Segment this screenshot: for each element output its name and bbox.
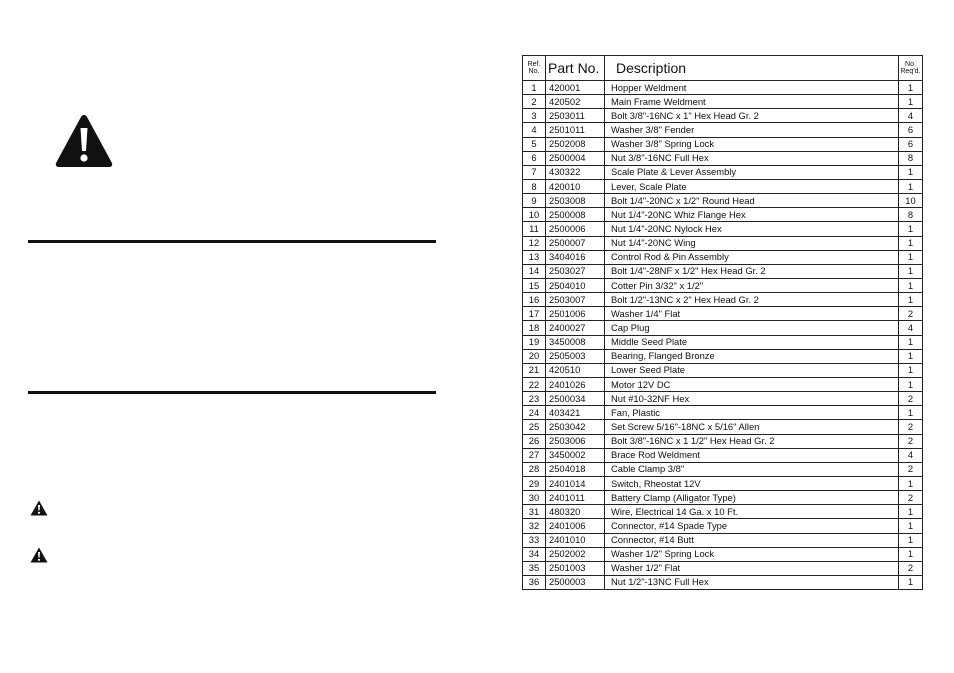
description-cell: Bolt 1/4"-20NC x 1/2" Round Head bbox=[605, 194, 899, 208]
ref-no-cell: 6 bbox=[523, 151, 546, 165]
part-no-cell: 2400027 bbox=[546, 321, 605, 335]
part-no-cell: 2401010 bbox=[546, 533, 605, 547]
qty-required-cell: 1 bbox=[899, 505, 923, 519]
table-row bbox=[523, 462, 923, 476]
part-no-cell: 3450008 bbox=[546, 335, 605, 349]
table-row bbox=[523, 250, 923, 264]
table-row bbox=[523, 307, 923, 321]
description-cell: Washer 1/4" Flat bbox=[605, 307, 899, 321]
table-row bbox=[523, 434, 923, 448]
table-row bbox=[523, 448, 923, 462]
part-no-cell: 420510 bbox=[546, 363, 605, 377]
ref-no-cell: 13 bbox=[523, 250, 546, 264]
part-no-cell: 3450002 bbox=[546, 448, 605, 462]
description-header: Description bbox=[605, 56, 899, 81]
qty-required-cell: 1 bbox=[899, 293, 923, 307]
qty-required-cell: 4 bbox=[899, 321, 923, 335]
ref-no-cell: 28 bbox=[523, 462, 546, 476]
description-cell: Hopper Weldment bbox=[605, 81, 899, 95]
table-row bbox=[523, 179, 923, 193]
qty-required-cell: 4 bbox=[899, 448, 923, 462]
ref-no-cell: 27 bbox=[523, 448, 546, 462]
qty-required-cell: 1 bbox=[899, 335, 923, 349]
description-cell: Switch, Rheostat 12V bbox=[605, 476, 899, 490]
ref-no-cell: 35 bbox=[523, 561, 546, 575]
description-cell: Nut 1/2"-13NC Full Hex bbox=[605, 575, 899, 589]
qty-required-cell: 1 bbox=[899, 236, 923, 250]
ref-no-cell: 36 bbox=[523, 575, 546, 589]
table-row bbox=[523, 123, 923, 137]
qty-required-cell: 1 bbox=[899, 165, 923, 179]
qty-required-cell: 1 bbox=[899, 547, 923, 561]
table-row bbox=[523, 278, 923, 292]
description-cell: Scale Plate & Lever Assembly bbox=[605, 165, 899, 179]
part-no-cell: 2504010 bbox=[546, 278, 605, 292]
description-cell: Connector, #14 Butt bbox=[605, 533, 899, 547]
table-row bbox=[523, 575, 923, 589]
ref-no-cell: 5 bbox=[523, 137, 546, 151]
qty-required-cell: 1 bbox=[899, 406, 923, 420]
part-no-cell: 420502 bbox=[546, 95, 605, 109]
part-no-cell: 2500034 bbox=[546, 392, 605, 406]
part-no-cell: 2501003 bbox=[546, 561, 605, 575]
description-cell: Washer 1/2" Spring Lock bbox=[605, 547, 899, 561]
parts-list-body bbox=[523, 81, 923, 590]
section-divider bbox=[28, 240, 436, 243]
part-no-cell: 2401006 bbox=[546, 519, 605, 533]
table-row bbox=[523, 363, 923, 377]
description-cell: Set Screw 5/16"-18NC x 5/16" Allen bbox=[605, 420, 899, 434]
qty-required-cell: 2 bbox=[899, 561, 923, 575]
description-cell: Fan, Plastic bbox=[605, 406, 899, 420]
qty-required-cell: 2 bbox=[899, 434, 923, 448]
qty-required-cell: 4 bbox=[899, 109, 923, 123]
description-cell: Bearing, Flanged Bronze bbox=[605, 349, 899, 363]
part-no-cell: 3404016 bbox=[546, 250, 605, 264]
qty-required-cell: 2 bbox=[899, 392, 923, 406]
warning-icon bbox=[30, 547, 48, 563]
ref-no-cell: 26 bbox=[523, 434, 546, 448]
description-cell: Bolt 1/2"-13NC x 2" Hex Head Gr. 2 bbox=[605, 293, 899, 307]
description-cell: Nut 1/4"-20NC Nylock Hex bbox=[605, 222, 899, 236]
ref-no-cell: 14 bbox=[523, 264, 546, 278]
ref-no-cell: 18 bbox=[523, 321, 546, 335]
ref-no-cell: 31 bbox=[523, 505, 546, 519]
ref-no-header: Ref. No. bbox=[523, 56, 546, 81]
table-row bbox=[523, 377, 923, 391]
table-row bbox=[523, 505, 923, 519]
table-row bbox=[523, 137, 923, 151]
part-no-cell: 2505003 bbox=[546, 349, 605, 363]
description-cell: Cap Plug bbox=[605, 321, 899, 335]
ref-no-cell: 16 bbox=[523, 293, 546, 307]
qty-required-cell: 8 bbox=[899, 151, 923, 165]
part-no-cell: 2500008 bbox=[546, 208, 605, 222]
part-no-cell: 2502002 bbox=[546, 547, 605, 561]
ref-no-cell: 9 bbox=[523, 194, 546, 208]
ref-no-cell: 30 bbox=[523, 491, 546, 505]
ref-no-cell: 1 bbox=[523, 81, 546, 95]
part-no-cell: 430322 bbox=[546, 165, 605, 179]
description-cell: Wire, Electrical 14 Ga. x 10 Ft. bbox=[605, 505, 899, 519]
qty-required-cell: 1 bbox=[899, 377, 923, 391]
ref-no-cell: 19 bbox=[523, 335, 546, 349]
part-no-cell: 2401026 bbox=[546, 377, 605, 391]
description-cell: Bolt 3/8"-16NC x 1" Hex Head Gr. 2 bbox=[605, 109, 899, 123]
qty-required-cell: 2 bbox=[899, 491, 923, 505]
description-cell: Bolt 3/8"-16NC x 1 1/2" Hex Head Gr. 2 bbox=[605, 434, 899, 448]
table-row bbox=[523, 264, 923, 278]
table-row bbox=[523, 222, 923, 236]
table-row bbox=[523, 406, 923, 420]
part-no-cell: 420010 bbox=[546, 179, 605, 193]
description-cell: Control Rod & Pin Assembly bbox=[605, 250, 899, 264]
section-divider bbox=[28, 391, 436, 394]
qty-required-cell: 6 bbox=[899, 137, 923, 151]
qty-required-cell: 1 bbox=[899, 575, 923, 589]
qty-required-header: No. Req'd. bbox=[899, 56, 923, 81]
warning-icon bbox=[30, 500, 48, 516]
part-no-cell: 2503042 bbox=[546, 420, 605, 434]
qty-required-cell: 1 bbox=[899, 250, 923, 264]
part-no-cell: 2503007 bbox=[546, 293, 605, 307]
qty-required-cell: 1 bbox=[899, 363, 923, 377]
qty-required-cell: 6 bbox=[899, 123, 923, 137]
table-row bbox=[523, 236, 923, 250]
part-no-cell: 2500004 bbox=[546, 151, 605, 165]
table-row bbox=[523, 165, 923, 179]
part-no-cell: 2502008 bbox=[546, 137, 605, 151]
ref-no-cell: 12 bbox=[523, 236, 546, 250]
table-row bbox=[523, 81, 923, 95]
description-cell: Cable Clamp 3/8" bbox=[605, 462, 899, 476]
part-no-cell: 2500003 bbox=[546, 575, 605, 589]
qty-required-cell: 1 bbox=[899, 222, 923, 236]
description-cell: Nut 3/8"-16NC Full Hex bbox=[605, 151, 899, 165]
part-no-cell: 2503011 bbox=[546, 109, 605, 123]
description-cell: Washer 1/2" Flat bbox=[605, 561, 899, 575]
table-row bbox=[523, 95, 923, 109]
qty-required-cell: 1 bbox=[899, 81, 923, 95]
description-cell: Nut 1/4"-20NC Wing bbox=[605, 236, 899, 250]
part-no-cell: 2503006 bbox=[546, 434, 605, 448]
ref-no-cell: 25 bbox=[523, 420, 546, 434]
description-cell: Brace Rod Weldment bbox=[605, 448, 899, 462]
description-cell: Battery Clamp (Alligator Type) bbox=[605, 491, 899, 505]
qty-required-cell: 2 bbox=[899, 307, 923, 321]
ref-no-cell: 21 bbox=[523, 363, 546, 377]
ref-no-cell: 20 bbox=[523, 349, 546, 363]
ref-no-cell: 11 bbox=[523, 222, 546, 236]
ref-no-cell: 2 bbox=[523, 95, 546, 109]
description-cell: Washer 3/8" Spring Lock bbox=[605, 137, 899, 151]
table-row bbox=[523, 392, 923, 406]
ref-no-cell: 4 bbox=[523, 123, 546, 137]
table-row bbox=[523, 547, 923, 561]
description-cell: Washer 3/8" Fender bbox=[605, 123, 899, 137]
part-no-cell: 2503027 bbox=[546, 264, 605, 278]
table-row bbox=[523, 208, 923, 222]
table-row bbox=[523, 349, 923, 363]
ref-no-cell: 34 bbox=[523, 547, 546, 561]
part-no-cell: 2401014 bbox=[546, 476, 605, 490]
part-no-cell: 403421 bbox=[546, 406, 605, 420]
part-no-cell: 2503008 bbox=[546, 194, 605, 208]
ref-no-cell: 10 bbox=[523, 208, 546, 222]
parts-list-table bbox=[522, 55, 923, 590]
qty-required-cell: 10 bbox=[899, 194, 923, 208]
part-no-cell: 2500007 bbox=[546, 236, 605, 250]
table-header-row bbox=[523, 56, 923, 81]
ref-no-cell: 3 bbox=[523, 109, 546, 123]
table-row bbox=[523, 476, 923, 490]
qty-required-cell: 1 bbox=[899, 278, 923, 292]
qty-required-cell: 1 bbox=[899, 533, 923, 547]
ref-no-cell: 29 bbox=[523, 476, 546, 490]
ref-no-cell: 33 bbox=[523, 533, 546, 547]
description-cell: Cotter Pin 3/32" x 1/2" bbox=[605, 278, 899, 292]
part-no-header: Part No. bbox=[546, 56, 605, 81]
qty-required-cell: 1 bbox=[899, 95, 923, 109]
table-row bbox=[523, 321, 923, 335]
ref-no-cell: 32 bbox=[523, 519, 546, 533]
table-row bbox=[523, 519, 923, 533]
table-row bbox=[523, 335, 923, 349]
table-row bbox=[523, 293, 923, 307]
ref-no-cell: 8 bbox=[523, 179, 546, 193]
qty-required-cell: 2 bbox=[899, 420, 923, 434]
description-cell: Nut 1/4"-20NC Whiz Flange Hex bbox=[605, 208, 899, 222]
description-cell: Main Frame Weldment bbox=[605, 95, 899, 109]
description-cell: Lever, Scale Plate bbox=[605, 179, 899, 193]
description-cell: Motor 12V DC bbox=[605, 377, 899, 391]
qty-required-cell: 2 bbox=[899, 462, 923, 476]
ref-no-cell: 22 bbox=[523, 377, 546, 391]
description-cell: Nut #10-32NF Hex bbox=[605, 392, 899, 406]
qty-required-cell: 1 bbox=[899, 476, 923, 490]
ref-no-cell: 7 bbox=[523, 165, 546, 179]
part-no-cell: 420001 bbox=[546, 81, 605, 95]
ref-no-cell: 17 bbox=[523, 307, 546, 321]
table-row bbox=[523, 561, 923, 575]
table-row bbox=[523, 109, 923, 123]
ref-no-cell: 24 bbox=[523, 406, 546, 420]
table-row bbox=[523, 151, 923, 165]
part-no-cell: 2501006 bbox=[546, 307, 605, 321]
description-cell: Lower Seed Plate bbox=[605, 363, 899, 377]
qty-required-cell: 1 bbox=[899, 349, 923, 363]
table-row bbox=[523, 533, 923, 547]
table-row bbox=[523, 491, 923, 505]
description-cell: Bolt 1/4"-28NF x 1/2" Hex Head Gr. 2 bbox=[605, 264, 899, 278]
qty-required-cell: 1 bbox=[899, 179, 923, 193]
description-cell: Middle Seed Plate bbox=[605, 335, 899, 349]
table-row bbox=[523, 420, 923, 434]
part-no-cell: 2501011 bbox=[546, 123, 605, 137]
qty-required-cell: 1 bbox=[899, 264, 923, 278]
ref-no-cell: 15 bbox=[523, 278, 546, 292]
qty-required-cell: 1 bbox=[899, 519, 923, 533]
part-no-cell: 2401011 bbox=[546, 491, 605, 505]
part-no-cell: 480320 bbox=[546, 505, 605, 519]
part-no-cell: 2504018 bbox=[546, 462, 605, 476]
description-cell: Connector, #14 Spade Type bbox=[605, 519, 899, 533]
table-row bbox=[523, 194, 923, 208]
part-no-cell: 2500006 bbox=[546, 222, 605, 236]
ref-no-cell: 23 bbox=[523, 392, 546, 406]
warning-icon bbox=[54, 113, 114, 169]
qty-required-cell: 8 bbox=[899, 208, 923, 222]
